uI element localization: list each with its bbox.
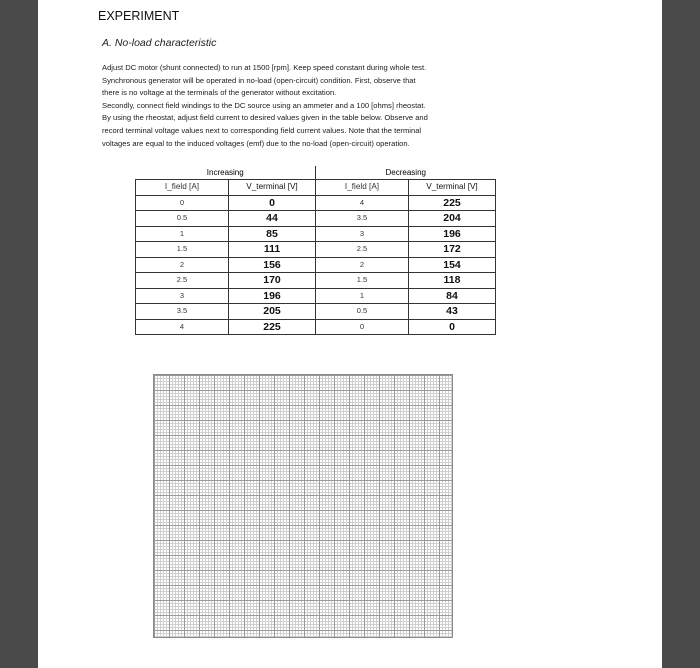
group-decreasing: Decreasing xyxy=(316,166,496,180)
inc-voltage-cell: 205 xyxy=(229,304,316,320)
dec-voltage-cell: 196 xyxy=(409,226,496,242)
inc-voltage-cell: 156 xyxy=(229,257,316,273)
dec-voltage-cell: 84 xyxy=(409,288,496,304)
dec-voltage-cell: 154 xyxy=(409,257,496,273)
dec-voltage-cell: 225 xyxy=(409,195,496,211)
inc-voltage-cell: 0 xyxy=(229,195,316,211)
dec-current-cell: 2.5 xyxy=(316,242,409,258)
inc-current-cell: 3.5 xyxy=(136,304,229,320)
document-page xyxy=(38,0,662,668)
table-row xyxy=(136,242,496,258)
inc-current-cell: 1.5 xyxy=(136,242,229,258)
section-title: A. No-load characteristic xyxy=(102,37,217,49)
inc-current-cell: 2 xyxy=(136,257,229,273)
instructions-paragraph xyxy=(102,62,582,150)
table-row xyxy=(136,288,496,304)
dec-current-cell: 3 xyxy=(316,226,409,242)
dec-voltage-cell: 43 xyxy=(409,304,496,320)
paragraph-line: Adjust DC motor (shunt connected) to run at 1500 [rpm]. Keep speed constant during whole test. xyxy=(102,63,427,72)
paragraph-line: Synchronous generator will be operated in no-load (open-circuit) condition. First, observe that xyxy=(102,75,416,85)
col-ifield-increasing: I_field [A] xyxy=(136,180,229,196)
dec-voltage-cell: 0 xyxy=(409,319,496,335)
measurement-table-wrap xyxy=(135,166,496,335)
inc-voltage-cell: 196 xyxy=(229,288,316,304)
table-row xyxy=(136,195,496,211)
paragraph-line: By using the rheostat, adjust field current to desired values given in the table below. Observe and xyxy=(102,113,428,123)
dec-current-cell: 2 xyxy=(316,257,409,273)
inc-current-cell: 1 xyxy=(136,226,229,242)
dec-voltage-cell: 172 xyxy=(409,242,496,258)
col-vterminal-increasing: V_terminal [V] xyxy=(229,180,316,196)
paragraph-line: record terminal voltage values next to corresponding field current values. Note that the terminal xyxy=(102,125,422,135)
paragraph-line: there is no voltage at the terminals of the generator without excitation. xyxy=(102,88,337,98)
dec-current-cell: 0 xyxy=(316,319,409,335)
table-row xyxy=(136,304,496,320)
inc-current-cell: 0.5 xyxy=(136,211,229,227)
graph-paper-grid xyxy=(153,374,453,638)
inc-voltage-cell: 111 xyxy=(229,242,316,258)
paragraph-line: voltages are equal to the induced voltages (emf) due to the no-load (open-circuit) operation. xyxy=(102,138,410,148)
measurement-table xyxy=(135,166,496,335)
inc-current-cell: 0 xyxy=(136,195,229,211)
inc-voltage-cell: 85 xyxy=(229,226,316,242)
page-header: EXPERIMENT xyxy=(98,9,180,23)
col-ifield-decreasing: I_field [A] xyxy=(316,180,409,196)
table-row xyxy=(136,319,496,335)
dec-voltage-cell: 118 xyxy=(409,273,496,289)
inc-voltage-cell: 225 xyxy=(229,319,316,335)
table-row xyxy=(136,211,496,227)
col-vterminal-decreasing: V_terminal [V] xyxy=(409,180,496,196)
table-row xyxy=(136,273,496,289)
group-increasing: Increasing xyxy=(136,166,316,180)
inc-current-cell: 2.5 xyxy=(136,273,229,289)
dec-current-cell: 0.5 xyxy=(316,304,409,320)
inc-voltage-cell: 170 xyxy=(229,273,316,289)
inc-voltage-cell: 44 xyxy=(229,211,316,227)
dec-voltage-cell: 204 xyxy=(409,211,496,227)
dec-current-cell: 1 xyxy=(316,288,409,304)
dec-current-cell: 4 xyxy=(316,195,409,211)
table-row xyxy=(136,226,496,242)
dec-current-cell: 1.5 xyxy=(316,273,409,289)
paragraph-line: Secondly, connect field windings to the DC source using an ammeter and a 100 [ohms] rheostat. xyxy=(102,100,426,110)
dec-current-cell: 3.5 xyxy=(316,211,409,227)
inc-current-cell: 4 xyxy=(136,319,229,335)
inc-current-cell: 3 xyxy=(136,288,229,304)
table-row xyxy=(136,257,496,273)
